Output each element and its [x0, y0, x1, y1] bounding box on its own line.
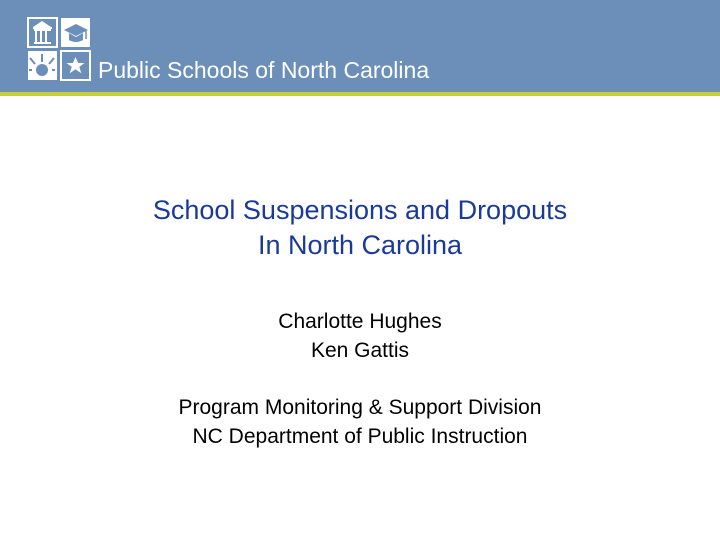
author-name: Charlotte Hughes: [278, 310, 442, 333]
authors: [0, 307, 720, 365]
title-line-1: School Suspensions and Dropouts: [152, 195, 568, 225]
affiliation: [0, 393, 720, 451]
slide-title: [0, 193, 720, 263]
nc-public-schools-logo-icon: [26, 16, 92, 82]
affiliation-division: Program Monitoring & Support Division: [178, 396, 542, 419]
affiliation-department: NC Department of Public Instruction: [192, 425, 528, 448]
header-divider: [0, 92, 720, 96]
author-name: Ken Gattis: [310, 339, 410, 362]
org-name: Public Schools of North Carolina: [98, 57, 430, 83]
title-line-2: In North Carolina: [257, 230, 463, 260]
header-band: [0, 0, 720, 92]
